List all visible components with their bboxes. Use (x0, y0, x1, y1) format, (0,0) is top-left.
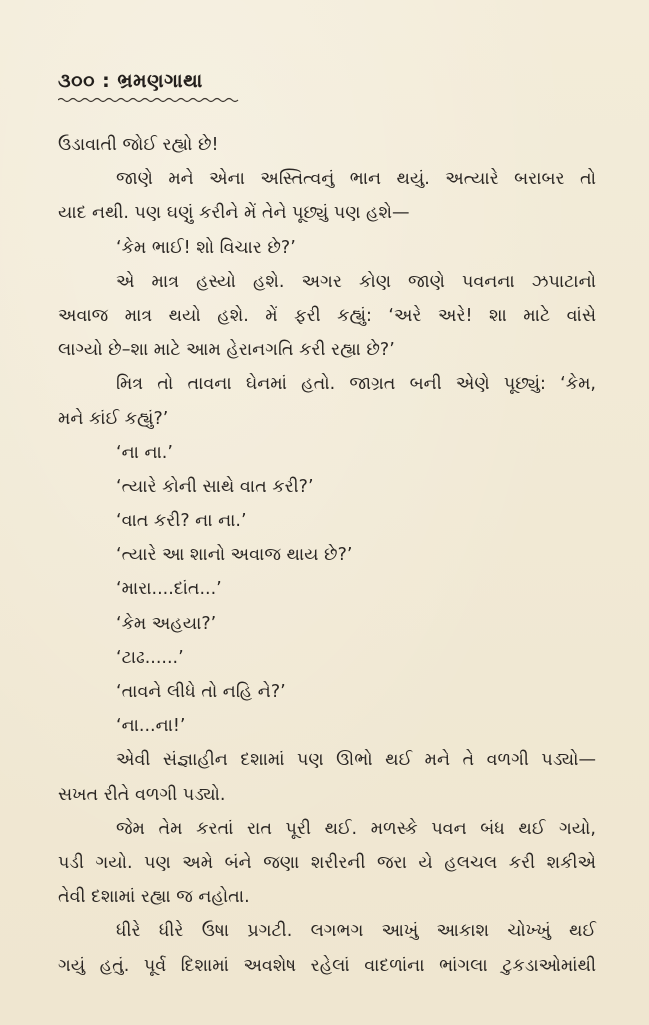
text-line: જાણે મને એના અસ્તિત્વનું ભાન થયું. અત્યારે બરાબર તો (116, 169, 596, 190)
text-line: મિત્ર તો તાવના ઘેનમાં હતો. જાગ્રત બની એણે પૂછ્યું: ‘કેમ, (116, 374, 596, 395)
text-line: સખત રીતે વળગી પડ્યો. (58, 784, 226, 805)
dialogue-line: ‘ના ના.’ (116, 442, 173, 463)
dialogue-line: ‘ના...ના!’ (116, 716, 186, 737)
body-text (58, 128, 596, 983)
dialogue-line: ‘ત્યારે કોની સાથે વાત કરી?’ (116, 476, 314, 497)
page-number: ૩૦૦ (58, 70, 96, 92)
text-line: યાદ નથી. પણ ઘણું કરીને મેં તેને પૂછ્યું પણ હશે— (58, 203, 410, 224)
wavy-rule (58, 97, 240, 103)
dialogue-line: ‘મારા....દાંત...’ (116, 579, 222, 600)
text-line: એવી સંજ્ઞાહીન દશામાં પણ ઊભો થઈ મને તે વળગી પડ્યો— (116, 750, 596, 771)
dialogue-line: ‘તાવને લીધે તો નહિ ને?’ (116, 682, 286, 702)
dialogue-line: ‘ત્યારે આ શાનો અવાજ થાય છે?’ (116, 545, 353, 566)
text-line: ધીરે ધીરે ઉષા પ્રગટી. લગભગ આખું આકાશ ચોખ્ખું થઈ (116, 921, 596, 942)
text-line: મને કાંઈ કહ્યું?’ (58, 408, 169, 429)
text-line: લાગ્યો છે–શા માટે આમ હેરાનગતિ કરી રહ્યા છે?’ (58, 340, 395, 361)
text-line: એ માત્ર હસ્યો હશે. અગર કોણ જાણે પવનના ઝપાટાનો (116, 271, 596, 292)
text-line: જેમ તેમ કરતાં રાત પૂરી થઈ. મળસ્કે પવન બંધ થઈ ગયો, (116, 818, 596, 839)
book-title: ભ્રમણગાથા (117, 70, 203, 92)
dialogue-line: ‘કેમ અહયા?’ (116, 613, 217, 634)
dialogue-line: ‘ટાઢ......’ (116, 647, 184, 668)
dialogue-line: ‘વાત કરી? ના ના.’ (116, 511, 247, 532)
dialogue-line: ‘કેમ ભાઈ! શો વિચાર છે?’ (116, 237, 296, 258)
head-separator: : (102, 70, 111, 92)
text-line: ગયું હતું. પૂર્વ દિશામાં અવશેષ રહેલાં વાદળાંના ભાંગલા ટુકડાઓમાંથી (58, 955, 596, 976)
text-line: તેવી દશામાં રહ્યા જ નહોતા. (58, 887, 250, 908)
running-head (58, 70, 203, 92)
text-line: ઉડાવાતી જોઈ રહ્યો છે! (58, 135, 219, 155)
text-line: અવાજ માત્ર થયો હશે. મેં ફરી કહ્યું: ‘અરે અરે! શા માટે વાંસે (58, 305, 596, 326)
text-line: પડી ગયો. પણ અમે બંને જણા શરીરની જરા યે હલચલ કરી શકીએ (58, 852, 596, 873)
